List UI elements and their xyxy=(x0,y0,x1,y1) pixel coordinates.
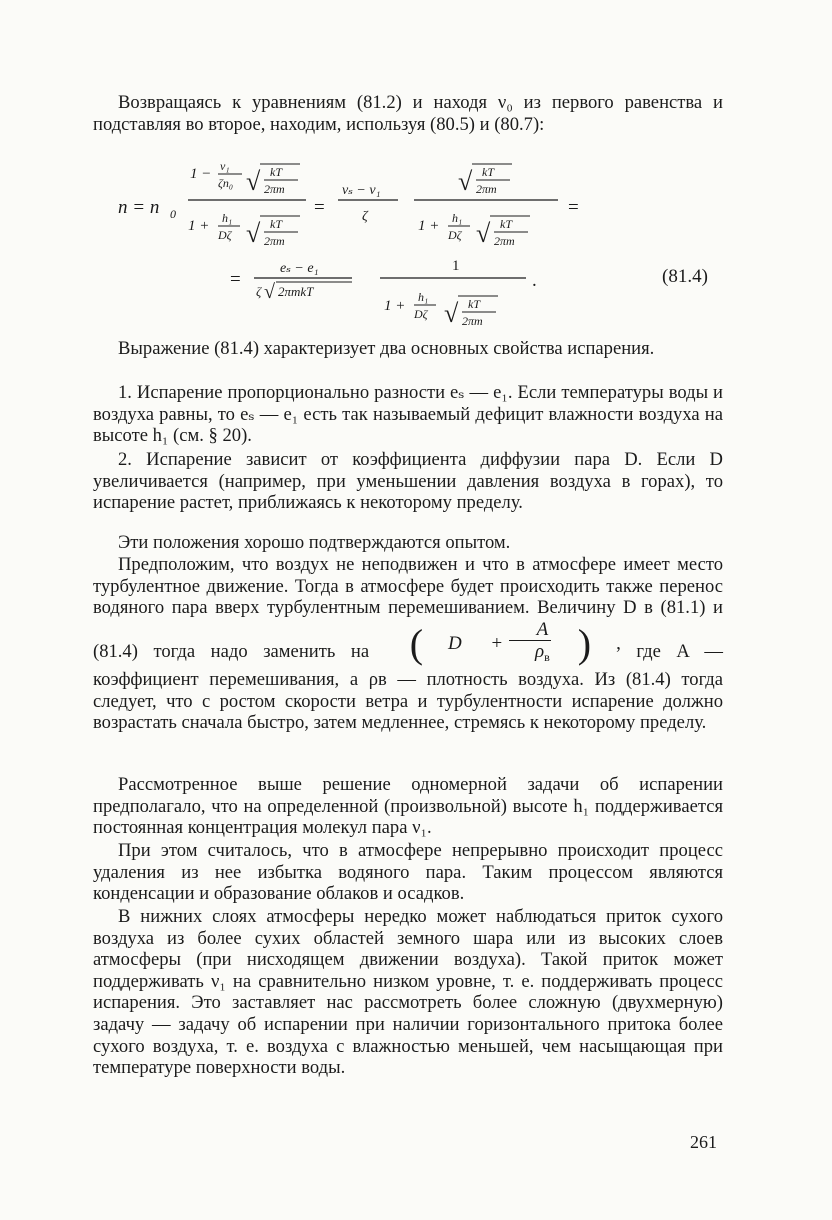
svg-text:2πm: 2πm xyxy=(476,182,497,196)
svg-text:=: = xyxy=(230,269,241,290)
svg-text:kT: kT xyxy=(468,297,480,311)
paragraph-properties: Выражение (81.4) характеризует два основных свойства испарения. xyxy=(118,338,655,359)
svg-text:√: √ xyxy=(476,219,491,248)
svg-text:√: √ xyxy=(444,299,459,328)
svg-text:=: = xyxy=(568,197,579,218)
inline-expression: ( D + $\frac{A}{\rho_в}$ ) , xyxy=(385,619,621,669)
svg-text:1 +: 1 + xyxy=(418,218,440,234)
paragraph-turbulence-text-b: где A — коэффициент перемешивания, а ρв — плотность воздуха. Из (81.4) тогда следует, что с ростом скорости ветра и турбулентности испарение должно возрастать сначала быстро, затем медленнее, стремясь к некоторому пределу. xyxy=(93,640,723,734)
svg-text:eₛ − e₁: eₛ − e₁ xyxy=(280,261,319,276)
svg-text:ζn₀: ζn₀ xyxy=(218,176,234,190)
paragraph-turbulence-text-a: Предположим, что воздух не неподвижен и что в атмосфере имеет место турбулентное движение. Тогда в атмосфере будет происходить также перенос водяного пара вверх турбулентным перемешиванием. Величину D в (81.1) и (81.4) тогда надо заменить на xyxy=(93,554,723,662)
svg-text:√: √ xyxy=(246,219,261,248)
svg-text:=: = xyxy=(314,197,325,218)
svg-text:2πm: 2πm xyxy=(264,234,285,248)
svg-text:1 +: 1 + xyxy=(384,298,406,314)
paragraph-one-dimensional: Рассмотренное выше решение одномерной задачи об испарении предполагало, что на определенной (произвольной) высоте h₁ поддерживается постоянная концентрация молекул пара ν₁. xyxy=(93,774,723,839)
svg-text:√: √ xyxy=(246,167,261,196)
svg-text:kT: kT xyxy=(482,165,494,179)
svg-text:ζ: ζ xyxy=(256,284,262,299)
svg-text:1 +: 1 + xyxy=(188,218,210,234)
svg-text:√: √ xyxy=(264,281,275,303)
svg-text:h₁: h₁ xyxy=(418,290,429,304)
svg-text:1 −: 1 − xyxy=(190,166,212,182)
svg-text:2πm: 2πm xyxy=(264,182,285,196)
svg-text:1: 1 xyxy=(452,258,460,274)
svg-text:0: 0 xyxy=(170,207,176,221)
svg-text:2πm: 2πm xyxy=(462,314,483,328)
intro-paragraph: Возвращаясь к уравнениям (81.2) и находя ν₀ из первого равенства и подставляя во второе, находим, используя (80.5) и (80.7): xyxy=(93,92,723,135)
svg-text:2πm: 2πm xyxy=(494,234,515,248)
svg-text:ν₁: ν₁ xyxy=(220,159,230,173)
inline-fraction: $\frac{A}{\rho_в}$ xyxy=(507,619,553,669)
paren-left: ( xyxy=(409,620,424,666)
svg-text:h₁: h₁ xyxy=(452,211,463,225)
svg-text:ζ: ζ xyxy=(362,209,368,224)
svg-text:kT: kT xyxy=(270,217,282,231)
svg-text:kT: kT xyxy=(500,217,512,231)
paragraph-dry-inflow: В нижних слоях атмосферы нередко может наблюдаться приток сухого воздуха из более сухих областей земного шара или из высоких слоев атмосферы (при нисходящем движении воздуха). Такой приток может поддерживать ν₁ на сравнительно низком уровне, т. е. поддерживать процесс испарения. Это заставляет нас рассмотреть более сложную (двухмерную) задачу — задачу об испарении при наличии горизонтального притока более сухого воздуха, т. е. воздуха с влажностью меньшей, чем насыщающая при температуре поверхности воды. xyxy=(93,906,723,1079)
svg-text:n = n: n = n xyxy=(118,197,160,218)
equation-number: (81.4) xyxy=(662,266,708,287)
svg-text:kT: kT xyxy=(270,165,282,179)
svg-text:.: . xyxy=(532,270,537,291)
list-item-2: 2. Испарение зависит от коэффициента диффузии пара D. Если D увеличивается (например, при уменьшении давления воздуха в горах), то испарение растет, приближаясь к некоторому пределу. xyxy=(93,449,723,514)
svg-text:Dζ: Dζ xyxy=(414,307,428,321)
svg-text:Dζ: Dζ xyxy=(448,228,462,242)
paragraph-removal: При этом считалось, что в атмосфере непрерывно происходит процесс удаления из нее избытка водяного пара. Таким процессом являются конденсации и образование облаков и осадков. xyxy=(93,840,723,905)
paragraph-turbulence-a xyxy=(93,554,723,734)
paragraph-experiment: Эти положения хорошо подтверждаются опытом. xyxy=(118,532,511,553)
equation-drawing xyxy=(118,150,678,350)
list-item-1: 1. Испарение пропорционально разности eₛ — e₁. Если температуры воды и воздуха равны, то eₛ — e₁ есть так называемый дефицит влажности воздуха на высоте h₁ (см. § 20). xyxy=(93,382,723,447)
svg-text:Dζ: Dζ xyxy=(218,228,232,242)
paren-right: ) xyxy=(577,620,592,666)
svg-text:√: √ xyxy=(458,167,473,196)
svg-text:2πmkT: 2πmkT xyxy=(278,284,314,299)
page-number: 261 xyxy=(690,1132,717,1152)
svg-text:νₛ − ν₁: νₛ − ν₁ xyxy=(342,183,381,198)
svg-text:h₁: h₁ xyxy=(222,211,233,225)
